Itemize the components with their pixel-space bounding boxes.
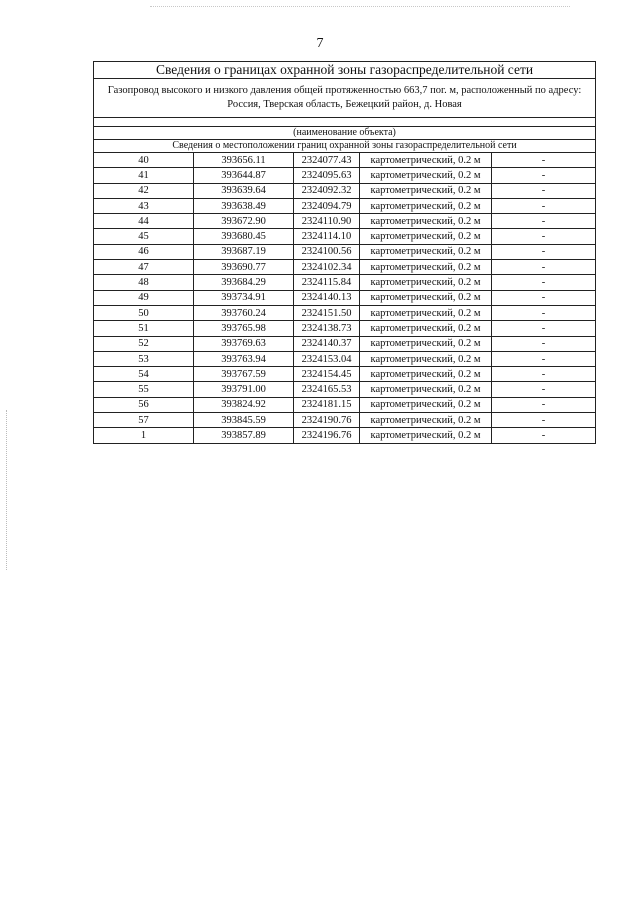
method-cell: картометрический, 0.2 м [360, 367, 492, 382]
method-cell: картометрический, 0.2 м [360, 321, 492, 336]
blank-cell [94, 118, 596, 127]
point-number-cell: 45 [94, 229, 194, 244]
coordinate-y-cell: 2324077.43 [294, 153, 360, 168]
point-number-cell: 55 [94, 382, 194, 397]
coordinate-y-cell: 2324154.45 [294, 367, 360, 382]
section-label: Сведения о местоположении границ охранной зоны газораспределительной сети [94, 140, 596, 153]
method-cell: картометрический, 0.2 м [360, 275, 492, 290]
coordinate-x-cell: 393767.59 [194, 367, 294, 382]
object-description-row [94, 79, 596, 118]
method-cell: картометрический, 0.2 м [360, 168, 492, 183]
table-row [94, 183, 596, 198]
coordinate-y-cell: 2324140.37 [294, 336, 360, 351]
coordinate-x-cell: 393690.77 [194, 260, 294, 275]
table-row [94, 229, 596, 244]
method-cell: картометрический, 0.2 м [360, 428, 492, 443]
coordinate-y-cell: 2324094.79 [294, 198, 360, 213]
table-row [94, 214, 596, 229]
point-number-cell: 56 [94, 397, 194, 412]
point-number-cell: 43 [94, 198, 194, 213]
coordinate-y-cell: 2324095.63 [294, 168, 360, 183]
coordinate-y-cell: 2324140.13 [294, 290, 360, 305]
coordinate-x-cell: 393763.94 [194, 351, 294, 366]
table-row [94, 244, 596, 259]
section-label-row [94, 140, 596, 153]
coordinate-y-cell: 2324153.04 [294, 351, 360, 366]
method-cell: картометрический, 0.2 м [360, 351, 492, 366]
table-row [94, 367, 596, 382]
note-cell: - [492, 351, 596, 366]
point-number-cell: 52 [94, 336, 194, 351]
note-cell: - [492, 413, 596, 428]
method-cell: картометрический, 0.2 м [360, 153, 492, 168]
coordinate-x-cell: 393639.64 [194, 183, 294, 198]
coordinate-y-cell: 2324151.50 [294, 305, 360, 320]
note-cell: - [492, 382, 596, 397]
table-row [94, 198, 596, 213]
scan-artifact-top [150, 6, 570, 8]
note-cell: - [492, 397, 596, 412]
table-row [94, 290, 596, 305]
coordinate-x-cell: 393680.45 [194, 229, 294, 244]
boundary-table [93, 61, 596, 444]
point-number-cell: 53 [94, 351, 194, 366]
page-number: 7 [316, 36, 324, 51]
method-cell: картометрический, 0.2 м [360, 336, 492, 351]
coordinate-x-cell: 393760.24 [194, 305, 294, 320]
table-row [94, 153, 596, 168]
note-cell: - [492, 260, 596, 275]
note-cell: - [492, 183, 596, 198]
coordinate-y-cell: 2324110.90 [294, 214, 360, 229]
coordinate-y-cell: 2324181.15 [294, 397, 360, 412]
method-cell: картометрический, 0.2 м [360, 183, 492, 198]
coordinate-x-cell: 393638.49 [194, 198, 294, 213]
table-row [94, 397, 596, 412]
object-description: Газопровод высокого и низкого давления общей протяженностью 663,7 пог. м, расположенный по адресу: Россия, Тверская область, Бежецкий район, д. Новая [94, 79, 596, 118]
note-cell: - [492, 214, 596, 229]
object-label-row [94, 127, 596, 140]
note-cell: - [492, 290, 596, 305]
method-cell: картометрический, 0.2 м [360, 260, 492, 275]
note-cell: - [492, 321, 596, 336]
coordinate-y-cell: 2324102.34 [294, 260, 360, 275]
method-cell: картометрический, 0.2 м [360, 229, 492, 244]
point-number-cell: 40 [94, 153, 194, 168]
point-number-cell: 41 [94, 168, 194, 183]
point-number-cell: 47 [94, 260, 194, 275]
coordinate-x-cell: 393684.29 [194, 275, 294, 290]
scan-artifact-margin [6, 410, 9, 570]
coordinate-y-cell: 2324114.10 [294, 229, 360, 244]
point-number-cell: 51 [94, 321, 194, 336]
point-number-cell: 49 [94, 290, 194, 305]
note-cell: - [492, 336, 596, 351]
table-row [94, 305, 596, 320]
note-cell: - [492, 367, 596, 382]
coordinate-y-cell: 2324092.32 [294, 183, 360, 198]
coordinate-x-cell: 393656.11 [194, 153, 294, 168]
coordinate-x-cell: 393734.91 [194, 290, 294, 305]
table-row [94, 382, 596, 397]
coordinate-x-cell: 393857.89 [194, 428, 294, 443]
coordinate-y-cell: 2324138.73 [294, 321, 360, 336]
coordinate-y-cell: 2324196.76 [294, 428, 360, 443]
method-cell: картометрический, 0.2 м [360, 305, 492, 320]
point-number-cell: 46 [94, 244, 194, 259]
point-number-cell: 54 [94, 367, 194, 382]
table-row [94, 351, 596, 366]
method-cell: картометрический, 0.2 м [360, 214, 492, 229]
table-title: Сведения о границах охранной зоны газораспределительной сети [94, 62, 596, 79]
coordinate-x-cell: 393769.63 [194, 336, 294, 351]
coordinate-x-cell: 393644.87 [194, 168, 294, 183]
table-row [94, 428, 596, 443]
method-cell: картометрический, 0.2 м [360, 413, 492, 428]
note-cell: - [492, 229, 596, 244]
note-cell: - [492, 168, 596, 183]
table-row [94, 336, 596, 351]
table-row [94, 275, 596, 290]
coordinate-y-cell: 2324165.53 [294, 382, 360, 397]
coordinate-x-cell: 393687.19 [194, 244, 294, 259]
note-cell: - [492, 198, 596, 213]
coordinate-x-cell: 393791.00 [194, 382, 294, 397]
coordinate-y-cell: 2324100.56 [294, 244, 360, 259]
coordinate-x-cell: 393824.92 [194, 397, 294, 412]
table-row [94, 321, 596, 336]
note-cell: - [492, 428, 596, 443]
note-cell: - [492, 153, 596, 168]
method-cell: картометрический, 0.2 м [360, 382, 492, 397]
table-row [94, 413, 596, 428]
method-cell: картометрический, 0.2 м [360, 290, 492, 305]
point-number-cell: 1 [94, 428, 194, 443]
coordinate-y-cell: 2324115.84 [294, 275, 360, 290]
point-number-cell: 48 [94, 275, 194, 290]
point-number-cell: 57 [94, 413, 194, 428]
note-cell: - [492, 305, 596, 320]
coordinate-y-cell: 2324190.76 [294, 413, 360, 428]
point-number-cell: 44 [94, 214, 194, 229]
table-row [94, 168, 596, 183]
note-cell: - [492, 244, 596, 259]
point-number-cell: 42 [94, 183, 194, 198]
method-cell: картометрический, 0.2 м [360, 397, 492, 412]
method-cell: картометрический, 0.2 м [360, 198, 492, 213]
method-cell: картометрический, 0.2 м [360, 244, 492, 259]
coordinate-x-cell: 393765.98 [194, 321, 294, 336]
blank-row [94, 118, 596, 127]
note-cell: - [492, 275, 596, 290]
object-label: (наименование объекта) [94, 127, 596, 140]
table-title-row [94, 62, 596, 79]
coordinate-x-cell: 393672.90 [194, 214, 294, 229]
point-number-cell: 50 [94, 305, 194, 320]
coordinate-x-cell: 393845.59 [194, 413, 294, 428]
table-row [94, 260, 596, 275]
